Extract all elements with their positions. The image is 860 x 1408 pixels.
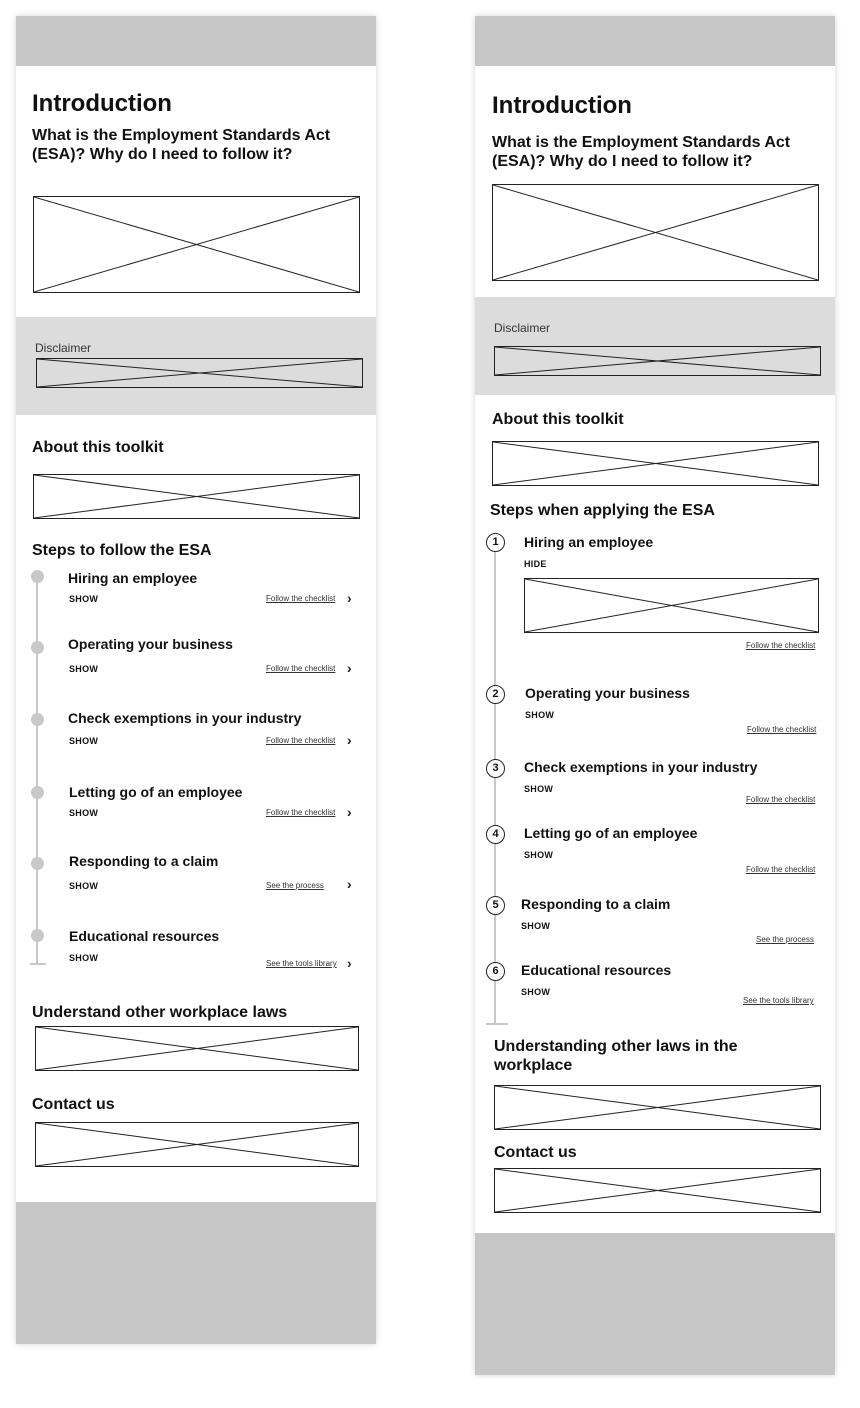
step-number: 1 (486, 533, 505, 552)
laws-title: Understanding other laws in the workplace (494, 1038, 738, 1074)
step-dot (31, 570, 44, 583)
image-placeholder-icon (525, 579, 818, 632)
image-placeholder-icon (36, 1027, 358, 1070)
about-title: About this toolkit (492, 411, 624, 428)
laws-title: Understand other workplace laws (32, 1004, 288, 1021)
contact-placeholder (35, 1122, 359, 1167)
step-link[interactable]: Follow the checklist (266, 808, 336, 817)
about-placeholder (492, 441, 819, 486)
step-title: Hiring an employee (68, 570, 198, 586)
chevron-right-icon[interactable]: › (347, 876, 352, 892)
contact-placeholder (494, 1168, 821, 1213)
step-number: 3 (486, 759, 505, 778)
image-placeholder-icon (493, 442, 818, 485)
steps-title: Steps when applying the ESA (490, 502, 715, 519)
disclaimer-placeholder (36, 358, 363, 388)
step-dot (31, 713, 44, 726)
step-title: Letting go of an employee (524, 825, 698, 841)
right-phone-frame (475, 16, 835, 1375)
step-link[interactable]: Follow the checklist (746, 641, 816, 650)
disclaimer-label: Disclaimer (494, 321, 551, 335)
image-placeholder-icon (495, 1086, 820, 1129)
intro-question: What is the Employment Standards Act (ESA)? Why do I need to follow it? (492, 134, 791, 170)
step-number: 6 (486, 962, 505, 981)
contact-title: Contact us (494, 1144, 577, 1161)
step-link[interactable]: See the process (756, 935, 814, 944)
laws-placeholder (35, 1026, 359, 1071)
intro-title: Introduction (32, 90, 172, 117)
step-toggle[interactable]: SHOW (69, 736, 99, 746)
step-toggle[interactable]: SHOW (69, 808, 99, 818)
image-placeholder-icon (34, 475, 359, 518)
header-bar (475, 16, 835, 66)
step-dot (31, 857, 44, 870)
timeline-end-tick (30, 963, 46, 965)
step-number: 5 (486, 896, 505, 915)
step-number: 2 (486, 685, 505, 704)
step-toggle[interactable]: SHOW (524, 850, 554, 860)
step-title: Operating your business (525, 685, 690, 701)
step-title: Letting go of an employee (69, 784, 243, 800)
disclaimer-label: Disclaimer (35, 341, 92, 355)
step-toggle[interactable]: SHOW (69, 953, 99, 963)
step-title: Educational resources (521, 962, 672, 978)
timeline-end-tick (486, 1023, 508, 1025)
header-bar (16, 16, 376, 66)
step-link[interactable]: Follow the checklist (746, 865, 816, 874)
step-title: Responding to a claim (521, 896, 671, 912)
step-title: Hiring an employee (524, 534, 654, 550)
image-placeholder-icon (495, 1169, 820, 1212)
disclaimer-placeholder (494, 346, 821, 376)
chevron-right-icon[interactable]: › (347, 732, 352, 748)
step-toggle[interactable]: SHOW (69, 594, 99, 604)
about-title: About this toolkit (32, 439, 164, 456)
step-title: Responding to a claim (69, 853, 219, 869)
step-link[interactable]: See the tools library (266, 959, 337, 968)
intro-video-placeholder[interactable] (33, 196, 360, 293)
step-toggle[interactable]: HIDE (524, 559, 547, 569)
step-link[interactable]: Follow the checklist (266, 736, 336, 745)
chevron-right-icon[interactable]: › (347, 804, 352, 820)
step-content-placeholder (524, 578, 819, 633)
step-toggle[interactable]: SHOW (69, 881, 99, 891)
intro-video-placeholder[interactable] (492, 184, 819, 281)
image-placeholder-icon (36, 1123, 358, 1166)
step-link[interactable]: See the process (266, 881, 324, 890)
steps-title: Steps to follow the ESA (32, 542, 212, 559)
image-placeholder-icon (34, 197, 359, 292)
timeline-line (36, 577, 38, 964)
chevron-right-icon[interactable]: › (347, 660, 352, 676)
step-link[interactable]: Follow the checklist (266, 594, 336, 603)
step-link[interactable]: Follow the checklist (746, 795, 816, 804)
footer-bar (16, 1202, 376, 1344)
step-title: Educational resources (69, 928, 220, 944)
image-placeholder-icon (493, 185, 818, 280)
image-placeholder-icon (495, 347, 820, 375)
step-dot (31, 786, 44, 799)
chevron-right-icon[interactable]: › (347, 955, 352, 971)
step-link[interactable]: See the tools library (743, 996, 814, 1005)
step-dot (31, 641, 44, 654)
step-dot (31, 929, 44, 942)
laws-placeholder (494, 1085, 821, 1130)
chevron-right-icon[interactable]: › (347, 590, 352, 606)
step-toggle[interactable]: SHOW (69, 664, 99, 674)
timeline-line (494, 552, 496, 1024)
image-placeholder-icon (37, 359, 362, 387)
step-toggle[interactable]: SHOW (521, 987, 551, 997)
step-title: Operating your business (68, 636, 233, 652)
contact-title: Contact us (32, 1096, 115, 1113)
left-phone-frame (16, 16, 376, 1344)
step-toggle[interactable]: SHOW (525, 710, 555, 720)
step-link[interactable]: Follow the checklist (266, 664, 336, 673)
step-link[interactable]: Follow the checklist (747, 725, 817, 734)
about-placeholder (33, 474, 360, 519)
intro-title: Introduction (492, 92, 632, 119)
step-title: Check exemptions in your industry (68, 710, 302, 726)
step-toggle[interactable]: SHOW (521, 921, 551, 931)
intro-question: What is the Employment Standards Act (ESA)? Why do I need to follow it? (32, 127, 331, 163)
step-title: Check exemptions in your industry (524, 759, 758, 775)
step-number: 4 (486, 825, 505, 844)
footer-bar (475, 1233, 835, 1375)
step-toggle[interactable]: SHOW (524, 784, 554, 794)
